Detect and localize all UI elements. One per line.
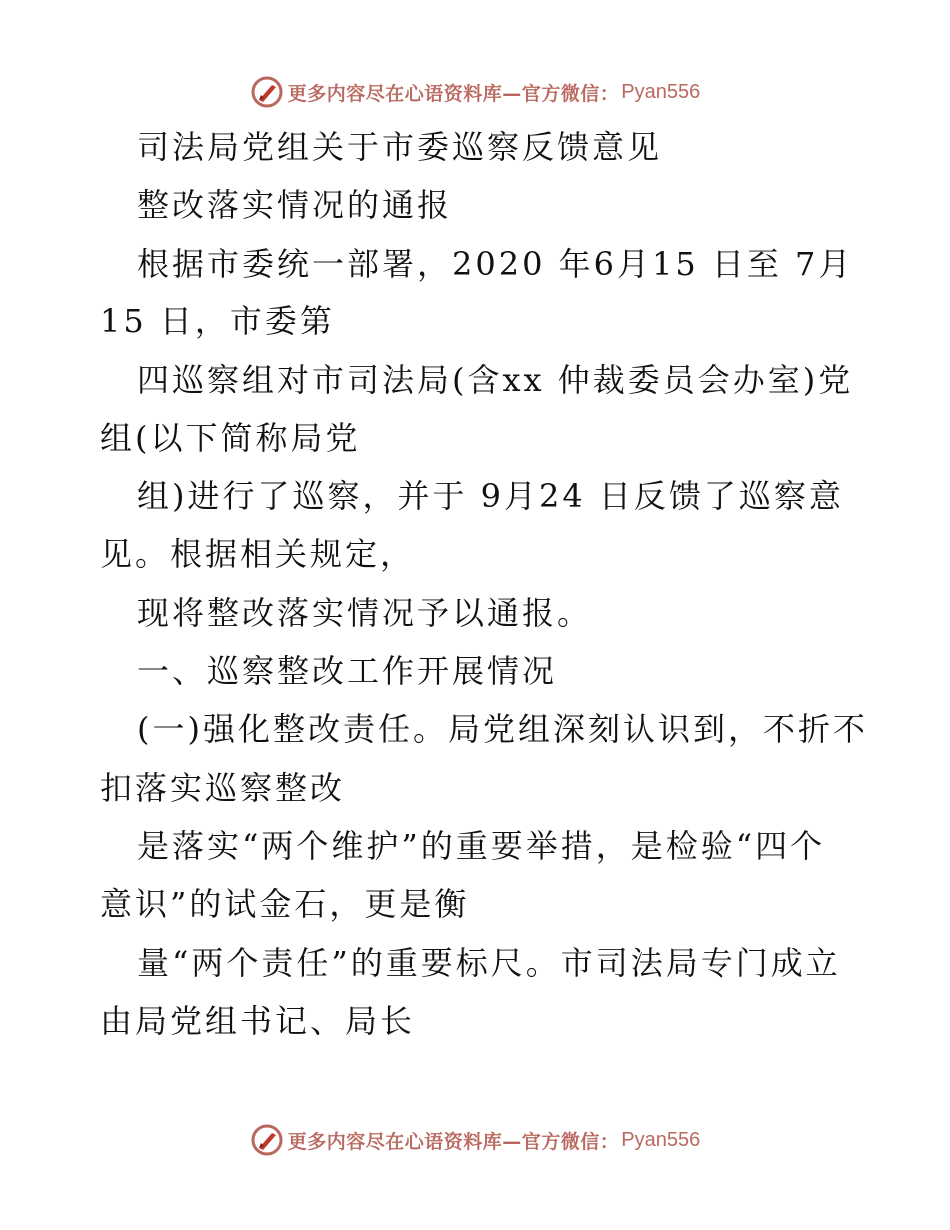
watermark-text: 更多内容尽在心语资料库—官方微信：	[287, 82, 620, 105]
doc-text-line: 15 日，市委第	[100, 302, 335, 340]
doc-text-line: 量“两个责任”的重要标尺。市司法局专门成立	[137, 944, 841, 982]
doc-text-line: 四巡察组对市司法局(含xx 仲裁委员会办室)党	[137, 361, 854, 399]
doc-text-line: 现将整改落实情况予以通报。	[137, 594, 593, 632]
doc-text-line: 组)进行了巡察，并于 9月24 日反馈了巡察意	[137, 477, 844, 515]
doc-text-line: 根据市委统一部署，2020 年6月15 日至 7月	[137, 245, 854, 283]
doc-text-line: 组(以下简称局党	[100, 419, 361, 457]
watermark-text: 更多内容尽在心语资料库—官方微信：	[287, 1130, 620, 1153]
quill-logo-icon	[250, 75, 284, 109]
doc-text-line: 见。根据相关规定，	[100, 535, 416, 573]
quill-logo-icon	[250, 1123, 284, 1157]
watermark-wechat-id: Pyan556	[621, 80, 701, 103]
doc-text-line: 是落实“两个维护”的重要举措，是检验“四个	[137, 827, 826, 865]
footer-watermark	[0, 1120, 950, 1160]
header-watermark	[0, 72, 950, 112]
doc-text-line: (一)强化整改责任。局党组深刻认识到，不折不	[137, 710, 868, 748]
doc-text-line: 意识”的试金石，更是衡	[100, 885, 470, 923]
doc-title-line-1: 司法局党组关于市委巡察反馈意见	[137, 128, 663, 166]
doc-text-line: 扣落实巡察整改	[100, 769, 346, 807]
watermark-wechat-id: Pyan556	[621, 1128, 701, 1151]
section-heading: 一、巡察整改工作开展情况	[137, 652, 558, 690]
doc-title-line-2: 整改落实情况的通报	[137, 186, 453, 224]
doc-text-line: 由局党组书记、局长	[100, 1002, 416, 1040]
